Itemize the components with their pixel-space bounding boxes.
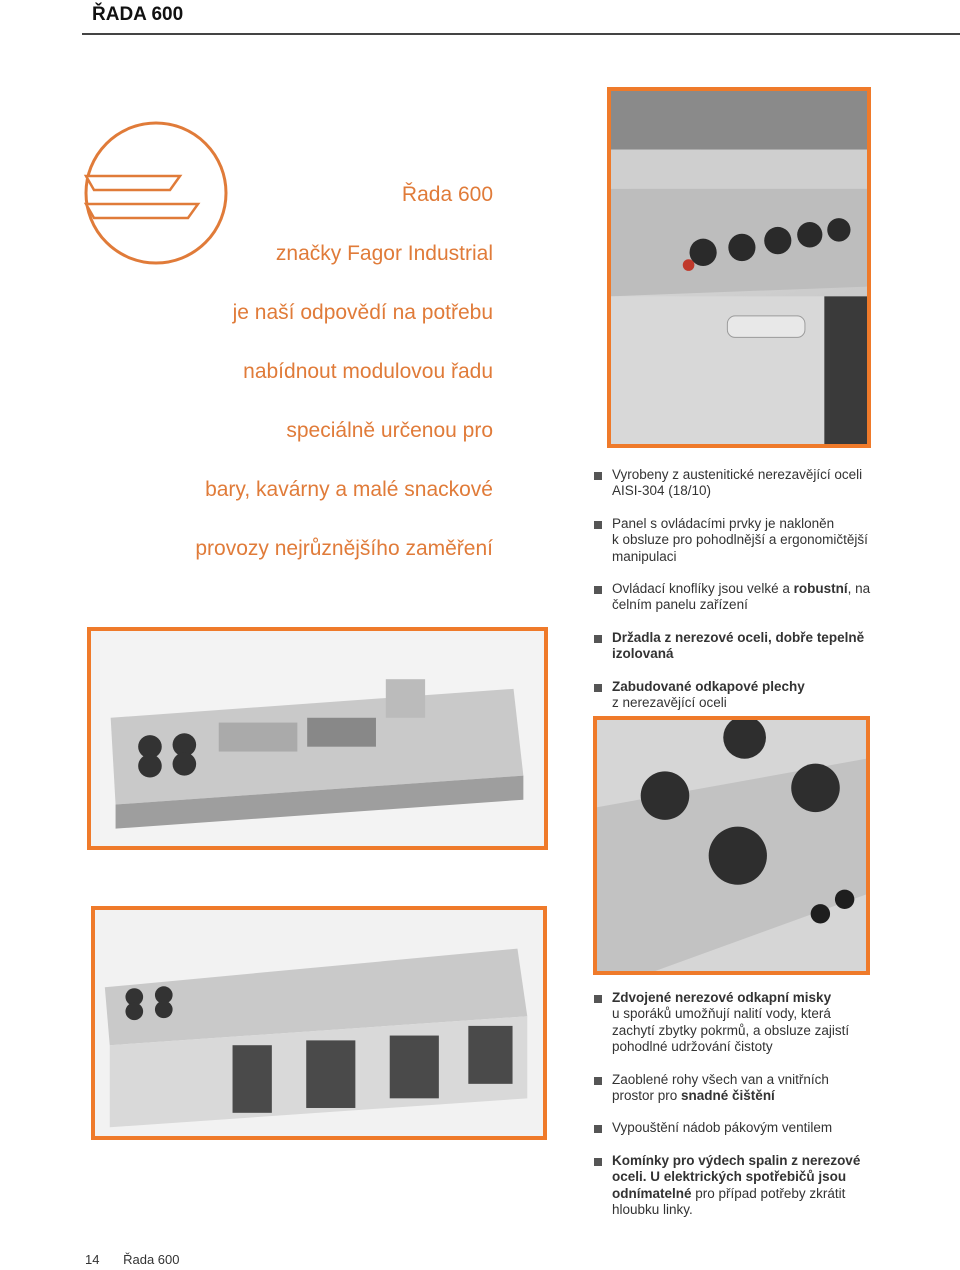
photo-cooking-line: [87, 627, 548, 850]
feature-list-bottom: [594, 990, 914, 1234]
tagline-line: speciálně určenou pro: [286, 419, 493, 442]
feature-list-top: [594, 467, 914, 727]
list-item: Zdvojené nerezové odkapní misky u sporáků umožňují nalití vody, která zachytí zbytky pokrmů, a obsluze zajistí pohodlné udržování čistoty: [594, 990, 914, 1056]
footer-label: Řada 600: [123, 1252, 180, 1267]
list-item: Panel s ovládacími prvky je nakloněn k obsluze pro pohodlnější a ergonomičtější manipulaci: [594, 516, 914, 565]
tagline-line: značky Fagor Industrial: [275, 242, 493, 265]
photo-burners: [593, 716, 870, 975]
list-item: Vyrobeny z austenitické nerezavějící oceli AISI-304 (18/10): [594, 467, 914, 500]
tagline-line: bary, kavárny a malé snackové: [205, 478, 493, 501]
list-item: Vypouštění nádob pákovým ventilem: [594, 1120, 914, 1136]
tagline-line: nabídnout modulovou řadu: [243, 360, 493, 383]
list-item: Zabudované odkapové plechy z nerezavějící oceli: [594, 679, 914, 712]
header-rule: [82, 33, 960, 35]
tagline-block: [195, 178, 493, 591]
page-footer: [85, 1252, 179, 1267]
list-item: Ovládací knoflíky jsou velké a robustní, na čelním panelu zařízení: [594, 581, 914, 614]
tagline-line: provozy nejrůznějšího zaměření: [195, 537, 493, 560]
photo-control-panel: [607, 87, 871, 448]
list-item: Zaoblené rohy všech van a vnitřních prostor pro snadné čištění: [594, 1072, 914, 1105]
photo-line-cabinets: [91, 906, 547, 1140]
tagline-line: je naší odpovědí na potřebu: [232, 301, 493, 324]
page-header-title: ŘADA 600: [92, 4, 184, 25]
page-number: 14: [85, 1252, 100, 1267]
tagline-line: Řada 600: [401, 183, 493, 206]
list-item: Držadla z nerezové oceli, dobře tepelně izolovaná: [594, 630, 914, 663]
list-item: Komínky pro výdech spalin z nerezové oceli. U elektrických spotřebičů jsou odnímatelné pro případ potřeby zkrátit hloubku linky.: [594, 1153, 914, 1219]
